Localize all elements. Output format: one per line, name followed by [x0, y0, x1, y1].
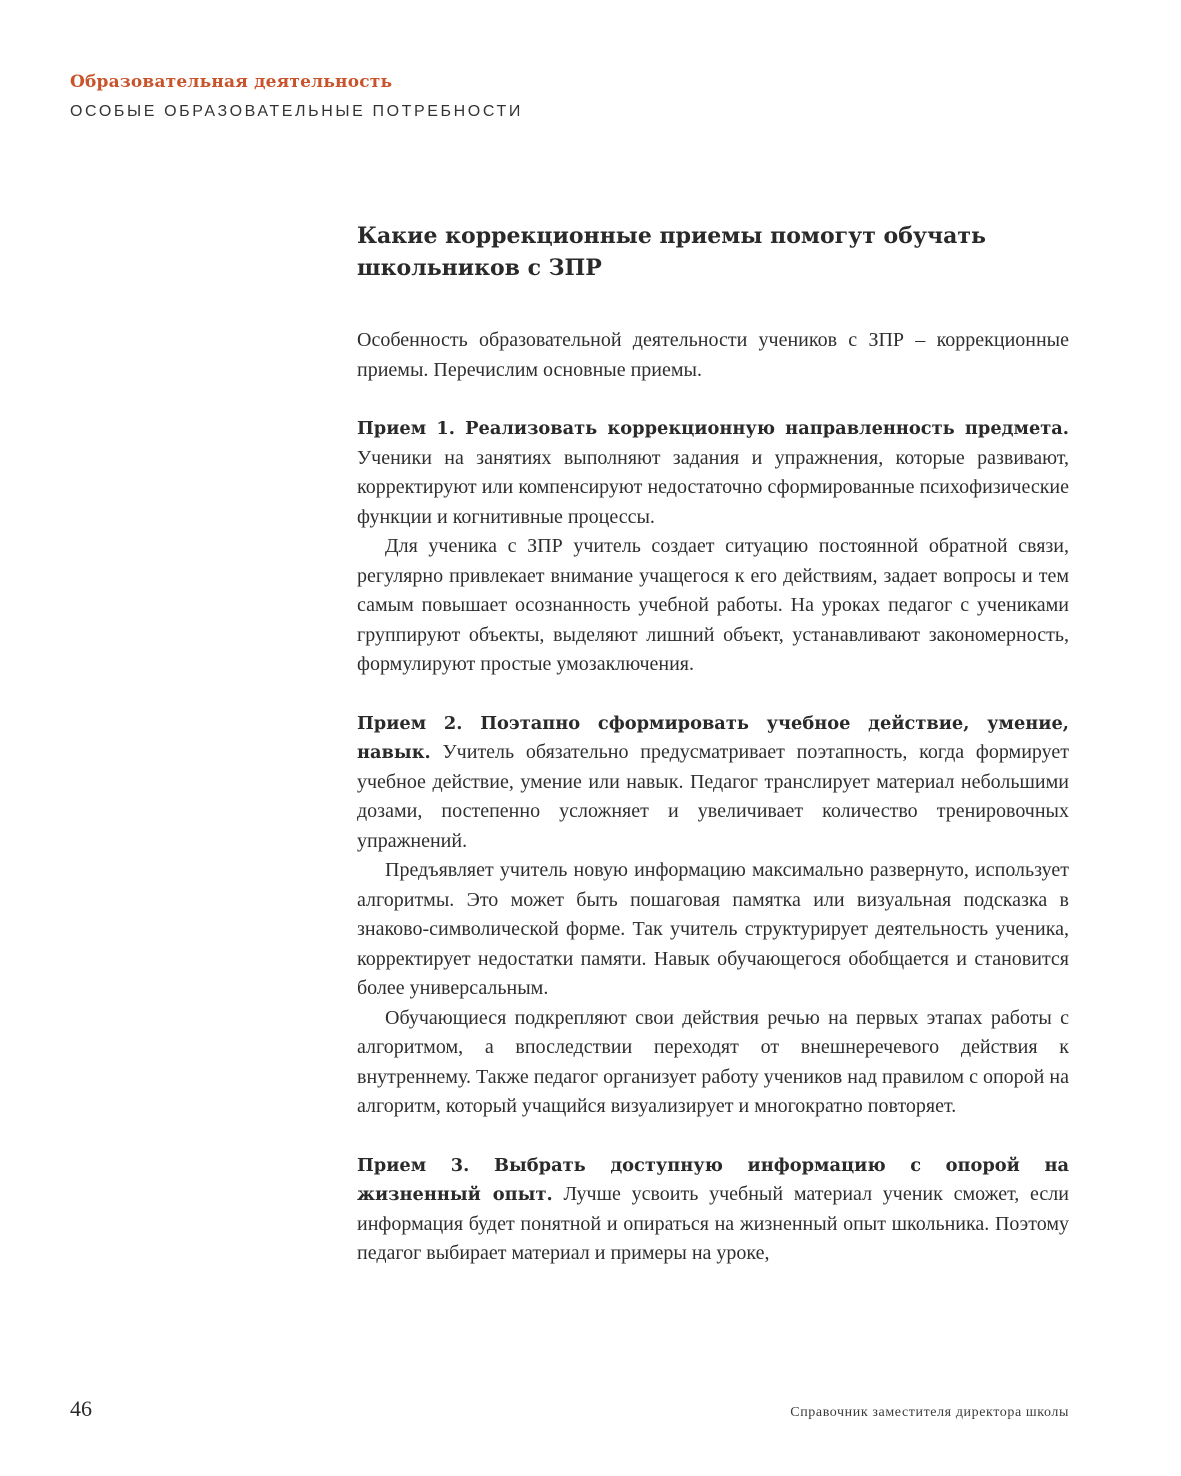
technique-2-paragraph-3: Обучающиеся подкрепляют свои действия речью на первых этапах работы с алгоритмом, а впоследствии переходят от внешнеречевого действия к внутреннему. Также педагог организует работу учеников над правилом с опорой на алгоритм, который учащийся визуализирует и многократно повторяет. [357, 1006, 1069, 1117]
technique-2-heading: Прием 2. Поэтапно сформировать учебное действие, умение, навык. [357, 712, 1069, 763]
technique-2-paragraph-2: Предъявляет учитель новую информацию максимально развернуто, использует алгоритмы. Это может быть пошаговая памятка или визуальная подсказка в знаково-символической форме. Так учитель структурирует деятельность ученика, корректирует недостатки памяти. Навык обучающегося обобщается и становится более универсальным. [357, 859, 1069, 999]
intro-paragraph: Особенность образовательной деятельности учеников с ЗПР – коррекционные приемы. Перечислим основные приемы. [357, 329, 1069, 381]
technique-1-paragraph [357, 414, 1069, 532]
page-number: 46 [70, 1396, 92, 1421]
technique-1-heading: Прием 1. Реализовать коррекционную направленность предмета. [357, 418, 1069, 439]
publication-title: Справочник заместителя директора школы [790, 1405, 1069, 1420]
running-header [70, 70, 523, 124]
technique-3-text: Лучше усвоить учебный материал ученик сможет, если информация будет понятной и опираться на жизненный опыт школьника. Поэтому педагог выбирает материал и примеры на уроке, [357, 1183, 1069, 1264]
subsection-title: ОСОБЫЕ ОБРАЗОВАТЕЛЬНЫЕ ПОТРЕБНОСТИ [70, 103, 523, 120]
article [357, 220, 1069, 1269]
technique-1-paragraph-2: Для ученика с ЗПР учитель создает ситуацию постоянной обратной связи, регулярно привлекает внимание учащегося к его действиям, задает вопросы и тем самым повышает осознанность учебной работы. На уроках педагог с учениками группируют объекты, выделяют лишний объект, устанавливают закономерность, формулируют простые умозаключения. [357, 535, 1069, 675]
technique-2-paragraph [357, 709, 1069, 857]
technique-3-heading: Прием 3. Выбрать доступную информацию с опорой на жизненный опыт. [357, 1154, 1069, 1205]
article-title: Какие коррекционные приемы помогут обучать школьников с ЗПР [357, 223, 986, 281]
technique-2-text: Учитель обязательно предусматривает поэтапность, когда формирует учебное действие, умение или навык. Педагог транслирует материал небольшими дозами, постепенно усложняет и увеличивает количество тренировочных упражнений. [357, 741, 1069, 852]
technique-3-paragraph [357, 1151, 1069, 1269]
technique-1-text: Ученики на занятиях выполняют задания и упражнения, которые развивают, корректируют или компенсируют недостаточно сформированные психофизические функции и когнитивные процессы. [357, 446, 1069, 528]
section-title: Образовательная деятельность [70, 72, 393, 92]
